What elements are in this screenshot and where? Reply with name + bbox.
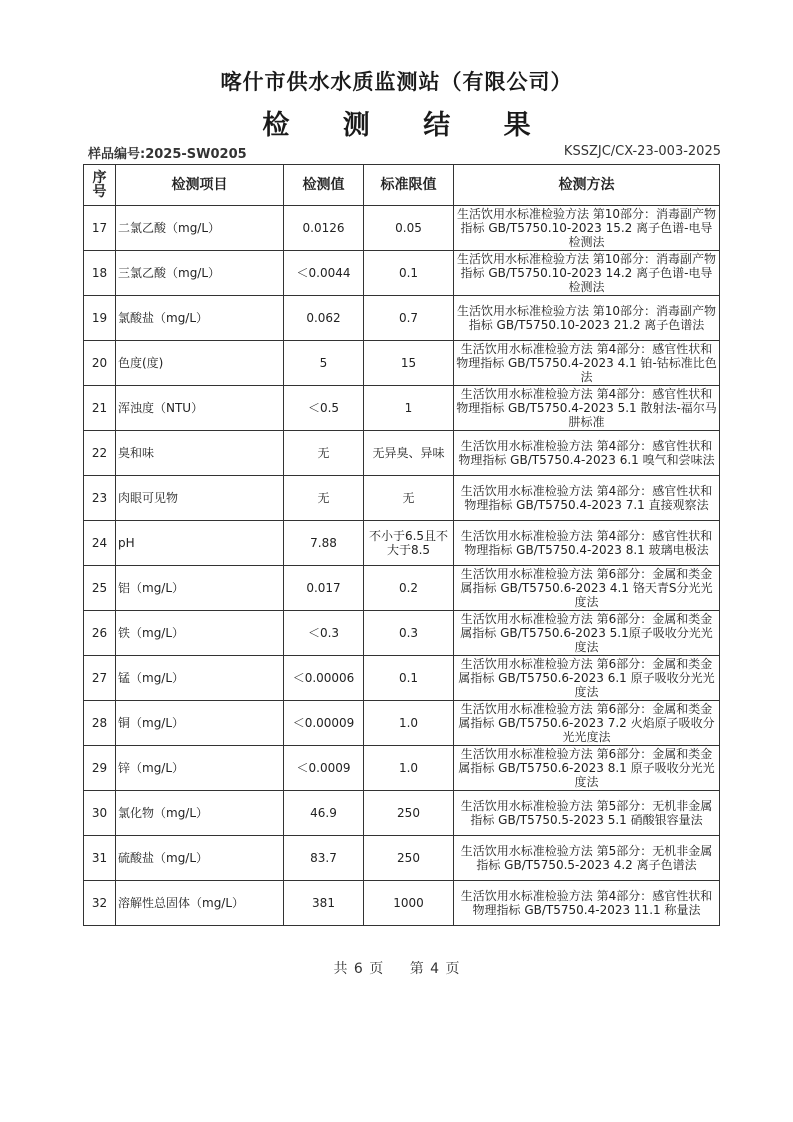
cell-no: 25 bbox=[84, 566, 116, 611]
cell-value: 0.0126 bbox=[284, 206, 364, 251]
cell-value: ＜0.5 bbox=[284, 386, 364, 431]
cell-method: 生活饮用水标准检验方法 第6部分：金属和类金属指标 GB/T5750.6-2023 6.1 原子吸收分光光度法 bbox=[454, 656, 720, 701]
column-header-value: 检测值 bbox=[284, 165, 364, 206]
cell-limit: 0.05 bbox=[364, 206, 454, 251]
cell-item: 铝（mg/L） bbox=[116, 566, 284, 611]
cell-value: 无 bbox=[284, 476, 364, 521]
cell-value: ＜0.3 bbox=[284, 611, 364, 656]
cell-no: 31 bbox=[84, 836, 116, 881]
cell-value: ＜0.00006 bbox=[284, 656, 364, 701]
cell-method: 生活饮用水标准检验方法 第4部分：感官性状和物理指标 GB/T5750.4-2023 6.1 嗅气和尝味法 bbox=[454, 431, 720, 476]
cell-method: 生活饮用水标准检验方法 第10部分：消毒副产物指标 GB/T5750.10-2023 21.2 离子色谱法 bbox=[454, 296, 720, 341]
cell-value: 7.88 bbox=[284, 521, 364, 566]
cell-method: 生活饮用水标准检验方法 第6部分：金属和类金属指标 GB/T5750.6-2023 8.1 原子吸收分光光度法 bbox=[454, 746, 720, 791]
page-footer bbox=[0, 958, 793, 978]
cell-item: 肉眼可见物 bbox=[116, 476, 284, 521]
table-row bbox=[84, 611, 720, 656]
cell-method: 生活饮用水标准检验方法 第4部分：感官性状和物理指标 GB/T5750.4-2023 11.1 称量法 bbox=[454, 881, 720, 926]
table-row bbox=[84, 701, 720, 746]
cell-item: 锌（mg/L） bbox=[116, 746, 284, 791]
table-row bbox=[84, 251, 720, 296]
cell-value: ＜0.0044 bbox=[284, 251, 364, 296]
cell-limit: 15 bbox=[364, 341, 454, 386]
cell-limit: 0.2 bbox=[364, 566, 454, 611]
cell-limit: 无 bbox=[364, 476, 454, 521]
cell-method: 生活饮用水标准检验方法 第10部分：消毒副产物指标 GB/T5750.10-2023 15.2 离子色谱-电导检测法 bbox=[454, 206, 720, 251]
table-row bbox=[84, 881, 720, 926]
report-title: 检 测 结 果 bbox=[262, 110, 553, 141]
cell-limit: 不小于6.5且不大于8.5 bbox=[364, 521, 454, 566]
column-header-item: 检测项目 bbox=[116, 165, 284, 206]
current-page: 第 4 页 bbox=[409, 961, 460, 977]
cell-item: 铜（mg/L） bbox=[116, 701, 284, 746]
cell-no: 23 bbox=[84, 476, 116, 521]
cell-no: 32 bbox=[84, 881, 116, 926]
cell-method: 生活饮用水标准检验方法 第6部分：金属和类金属指标 GB/T5750.6-2023 4.1 铬天青S分光光度法 bbox=[454, 566, 720, 611]
table-row bbox=[84, 791, 720, 836]
cell-limit: 1 bbox=[364, 386, 454, 431]
cell-item: 色度(度) bbox=[116, 341, 284, 386]
cell-value: 381 bbox=[284, 881, 364, 926]
org-name: 喀什市供水水质监测站（有限公司） bbox=[220, 70, 573, 94]
cell-value: 无 bbox=[284, 431, 364, 476]
cell-item: 氯化物（mg/L） bbox=[116, 791, 284, 836]
table-row bbox=[84, 476, 720, 521]
table-row bbox=[84, 521, 720, 566]
cell-limit: 1.0 bbox=[364, 746, 454, 791]
table-row bbox=[84, 431, 720, 476]
cell-no: 28 bbox=[84, 701, 116, 746]
cell-limit: 0.1 bbox=[364, 251, 454, 296]
table-row bbox=[84, 656, 720, 701]
cell-method: 生活饮用水标准检验方法 第4部分：感官性状和物理指标 GB/T5750.4-2023 4.1 铂-钴标准比色法 bbox=[454, 341, 720, 386]
table-row bbox=[84, 341, 720, 386]
cell-value: ＜0.00009 bbox=[284, 701, 364, 746]
cell-item: 硫酸盐（mg/L） bbox=[116, 836, 284, 881]
cell-item: 二氯乙酸（mg/L） bbox=[116, 206, 284, 251]
cell-value: ＜0.0009 bbox=[284, 746, 364, 791]
cell-item: 溶解性总固体（mg/L） bbox=[116, 881, 284, 926]
cell-no: 21 bbox=[84, 386, 116, 431]
cell-method: 生活饮用水标准检验方法 第10部分：消毒副产物指标 GB/T5750.10-2023 14.2 离子色谱-电导检测法 bbox=[454, 251, 720, 296]
table-row bbox=[84, 836, 720, 881]
cell-value: 46.9 bbox=[284, 791, 364, 836]
cell-method: 生活饮用水标准检验方法 第5部分：无机非金属指标 GB/T5750.5-2023 5.1 硝酸银容量法 bbox=[454, 791, 720, 836]
cell-limit: 1000 bbox=[364, 881, 454, 926]
total-pages: 共 6 页 bbox=[333, 961, 384, 977]
cell-value: 5 bbox=[284, 341, 364, 386]
document-code: KSSZJC/CX-23-003-2025 bbox=[563, 144, 721, 159]
cell-no: 18 bbox=[84, 251, 116, 296]
cell-no: 17 bbox=[84, 206, 116, 251]
cell-value: 0.062 bbox=[284, 296, 364, 341]
cell-limit: 250 bbox=[364, 791, 454, 836]
table-row bbox=[84, 386, 720, 431]
table-body bbox=[84, 206, 720, 926]
cell-no: 26 bbox=[84, 611, 116, 656]
cell-value: 83.7 bbox=[284, 836, 364, 881]
cell-method: 生活饮用水标准检验方法 第4部分：感官性状和物理指标 GB/T5750.4-2023 7.1 直接观察法 bbox=[454, 476, 720, 521]
cell-no: 19 bbox=[84, 296, 116, 341]
cell-item: 三氯乙酸（mg/L） bbox=[116, 251, 284, 296]
table-row bbox=[84, 566, 720, 611]
results-table bbox=[83, 164, 720, 926]
cell-method: 生活饮用水标准检验方法 第4部分：感官性状和物理指标 GB/T5750.4-2023 5.1 散射法-福尔马肼标准 bbox=[454, 386, 720, 431]
cell-limit: 无异臭、异味 bbox=[364, 431, 454, 476]
column-header-limit: 标准限值 bbox=[364, 165, 454, 206]
cell-item: 锰（mg/L） bbox=[116, 656, 284, 701]
cell-method: 生活饮用水标准检验方法 第6部分：金属和类金属指标 GB/T5750.6-2023 5.1原子吸收分光光度法 bbox=[454, 611, 720, 656]
cell-no: 20 bbox=[84, 341, 116, 386]
cell-item: 臭和味 bbox=[116, 431, 284, 476]
column-header-method: 检测方法 bbox=[454, 165, 720, 206]
cell-no: 24 bbox=[84, 521, 116, 566]
cell-method: 生活饮用水标准检验方法 第5部分：无机非金属指标 GB/T5750.5-2023 4.2 离子色谱法 bbox=[454, 836, 720, 881]
sample-number: 样品编号:2025-SW0205 bbox=[88, 147, 247, 162]
table-header-row bbox=[84, 165, 720, 206]
table-row bbox=[84, 296, 720, 341]
column-header-no: 序号 bbox=[84, 165, 116, 206]
cell-limit: 1.0 bbox=[364, 701, 454, 746]
cell-item: 浑浊度（NTU） bbox=[116, 386, 284, 431]
cell-limit: 0.1 bbox=[364, 656, 454, 701]
cell-item: 氯酸盐（mg/L） bbox=[116, 296, 284, 341]
cell-no: 27 bbox=[84, 656, 116, 701]
cell-item: pH bbox=[116, 521, 284, 566]
cell-limit: 0.3 bbox=[364, 611, 454, 656]
cell-method: 生活饮用水标准检验方法 第6部分：金属和类金属指标 GB/T5750.6-2023 7.2 火焰原子吸收分光光度法 bbox=[454, 701, 720, 746]
cell-method: 生活饮用水标准检验方法 第4部分：感官性状和物理指标 GB/T5750.4-2023 8.1 玻璃电极法 bbox=[454, 521, 720, 566]
cell-value: 0.017 bbox=[284, 566, 364, 611]
cell-no: 22 bbox=[84, 431, 116, 476]
cell-limit: 250 bbox=[364, 836, 454, 881]
cell-limit: 0.7 bbox=[364, 296, 454, 341]
table-row bbox=[84, 746, 720, 791]
cell-no: 30 bbox=[84, 791, 116, 836]
cell-item: 铁（mg/L） bbox=[116, 611, 284, 656]
table-row bbox=[84, 206, 720, 251]
cell-no: 29 bbox=[84, 746, 116, 791]
